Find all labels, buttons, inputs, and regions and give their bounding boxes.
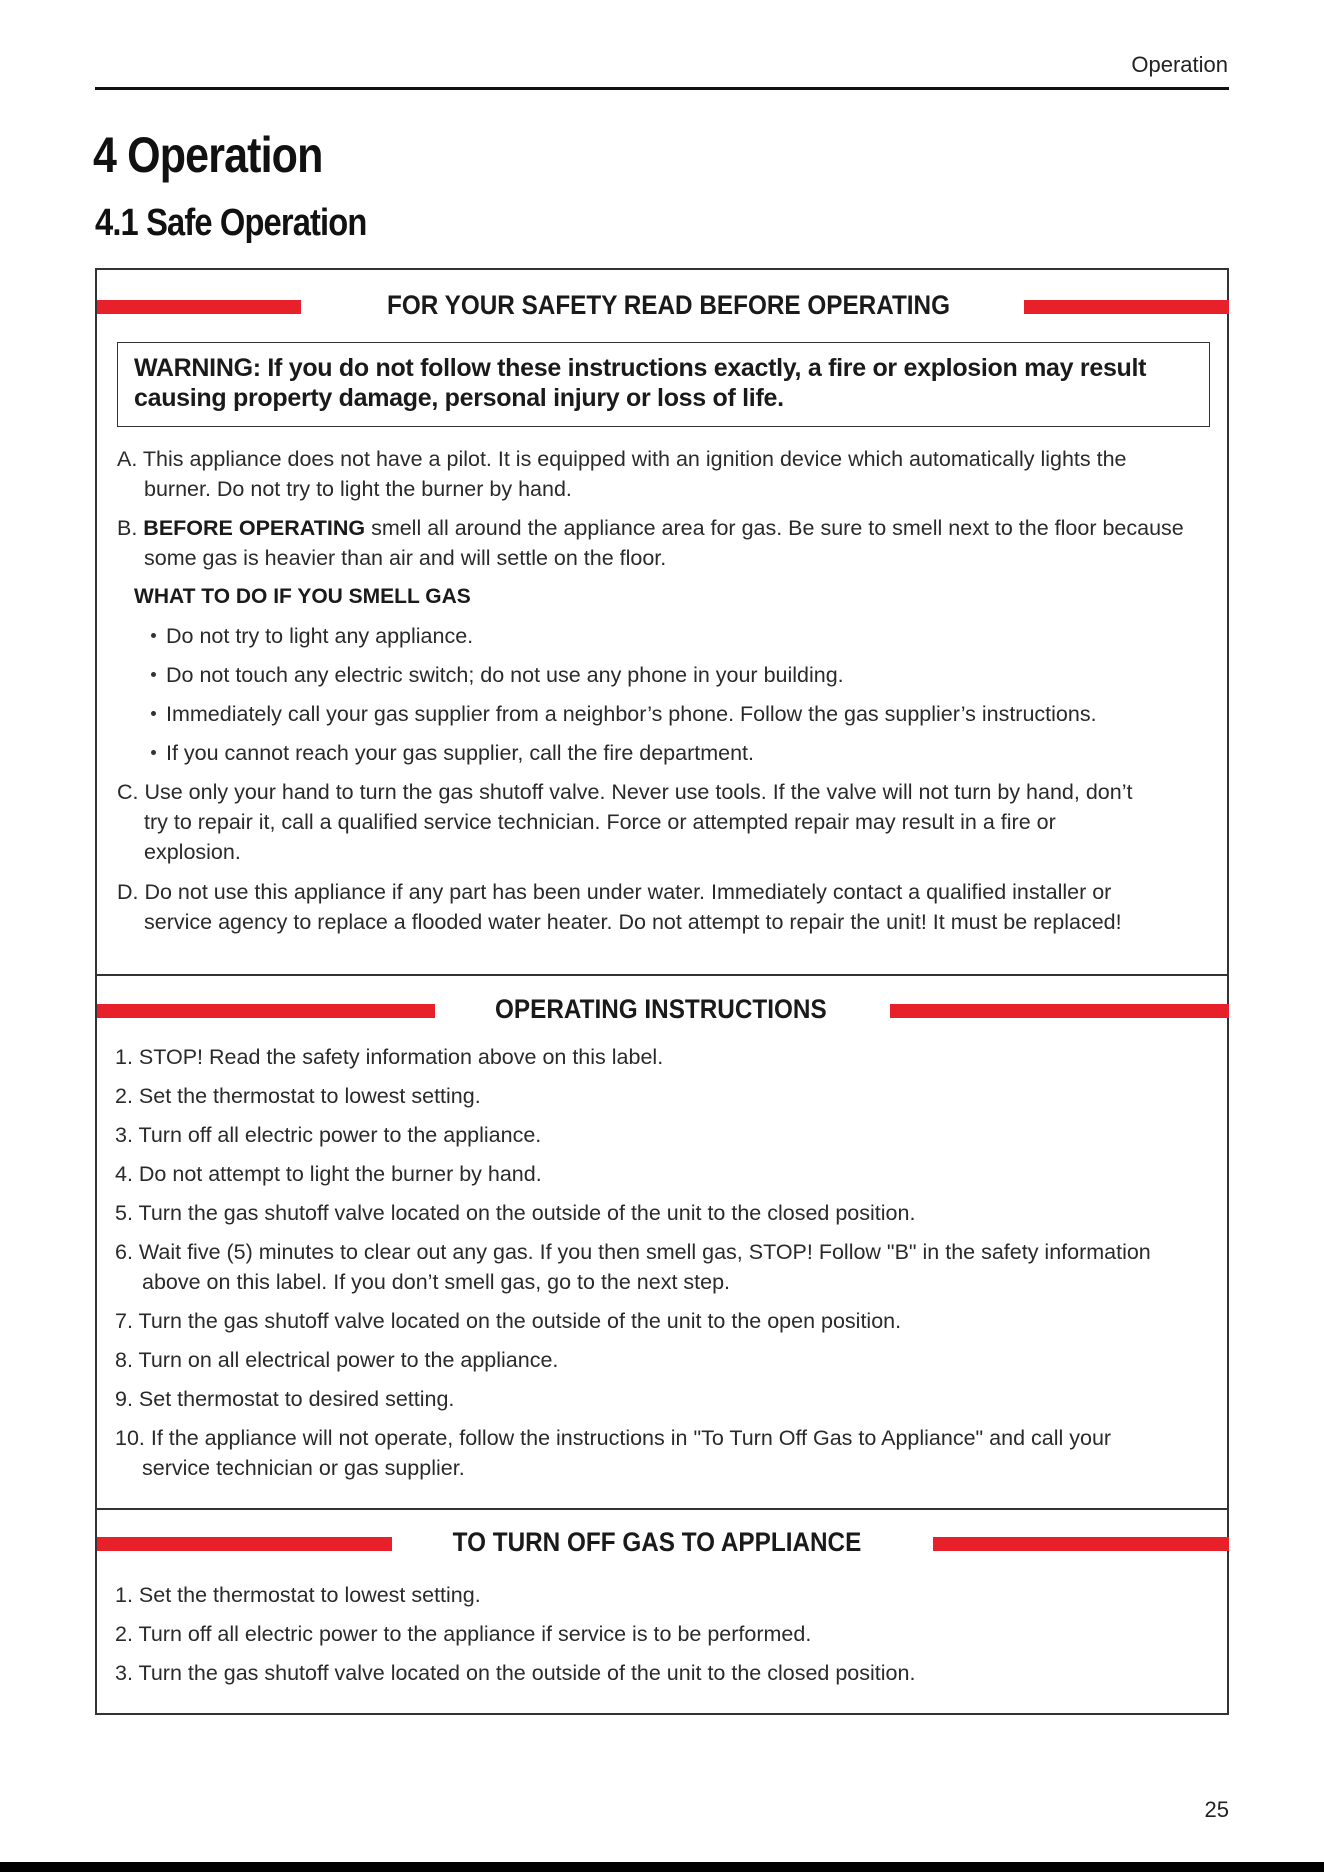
operating-step: 3. Turn off all electric power to the appliance. — [115, 1123, 542, 1147]
operating-step: 8. Turn on all electrical power to the appliance. — [115, 1348, 559, 1372]
chapter-title: 4 Operation — [93, 127, 323, 183]
bottom-edge — [0, 1862, 1324, 1872]
bullet-icon — [151, 711, 156, 716]
turn-off-step: 2. Turn off all electric power to the appliance if service is to be performed. — [115, 1622, 812, 1646]
bullet-item: If you cannot reach your gas supplier, call the fire department. — [151, 738, 754, 768]
bullet-icon — [151, 633, 156, 638]
smell-gas-heading: WHAT TO DO IF YOU SMELL GAS — [134, 585, 471, 608]
red-bar-left — [97, 300, 301, 314]
red-bar-left — [97, 1537, 392, 1551]
item-b-line: some gas is heavier than air and will settle on the floor. — [144, 546, 667, 570]
item-d-line: D. Do not use this appliance if any part has been under water. Immediately contact a qualified installer or — [117, 880, 1112, 904]
operating-panel — [95, 974, 1229, 1510]
operating-step: 10. If the appliance will not operate, follow the instructions in "To Turn Off Gas to Appliance" and call your — [115, 1426, 1112, 1450]
red-bar-left — [97, 1004, 435, 1018]
before-operating-label: BEFORE OPERATING — [143, 516, 366, 540]
operating-step: 4. Do not attempt to light the burner by hand. — [115, 1162, 542, 1186]
bullet-item: Do not try to light any appliance. — [151, 621, 473, 651]
operating-step: 2. Set the thermostat to lowest setting. — [115, 1084, 481, 1108]
turn-off-panel — [95, 1508, 1229, 1715]
turn-off-title: TO TURN OFF GAS TO APPLIANCE — [452, 1527, 862, 1557]
operating-step: above on this label. If you don’t smell gas, go to the next step. — [142, 1270, 731, 1294]
operating-step: 7. Turn the gas shutoff valve located on the outside of the unit to the open position. — [115, 1309, 902, 1333]
operating-step: service technician or gas supplier. — [142, 1456, 465, 1480]
bullet-icon — [151, 750, 156, 755]
red-bar-right — [933, 1537, 1229, 1551]
operating-step: 9. Set thermostat to desired setting. — [115, 1387, 455, 1411]
warning-box — [117, 342, 1210, 427]
item-c-line: try to repair it, call a qualified service technician. Force or attempted repair may result in a fire or — [144, 810, 1056, 834]
item-c-line: explosion. — [144, 840, 241, 864]
bullet-icon — [151, 672, 156, 677]
item-a-line: burner. Do not try to light the burner by hand. — [144, 477, 572, 501]
turn-off-step: 3. Turn the gas shutoff valve located on the outside of the unit to the closed position. — [115, 1661, 916, 1685]
operating-title: OPERATING INSTRUCTIONS — [495, 994, 827, 1024]
bullet-item: Immediately call your gas supplier from a neighbor’s phone. Follow the gas supplier’s instructions. — [151, 699, 1097, 729]
operating-step: 5. Turn the gas shutoff valve located on the outside of the unit to the closed position. — [115, 1201, 916, 1225]
running-header: Operation — [1131, 52, 1228, 77]
safety-panel — [95, 268, 1229, 976]
warning-line: WARNING: If you do not follow these instructions exactly, a fire or explosion may result — [134, 354, 1147, 382]
turn-off-step: 1. Set the thermostat to lowest setting. — [115, 1583, 481, 1607]
operating-step: 1. STOP! Read the safety information above on this label. — [115, 1045, 664, 1069]
item-c-line: C. Use only your hand to turn the gas shutoff valve. Never use tools. If the valve will not turn by hand, don’t — [117, 780, 1133, 804]
safety-title: FOR YOUR SAFETY READ BEFORE OPERATING — [387, 290, 951, 320]
warning-line: causing property damage, personal injury or loss of life. — [134, 384, 784, 412]
section-title: 4.1 Safe Operation — [95, 202, 367, 244]
item-b-line: B. BEFORE OPERATING smell all around the appliance area for gas. Be sure to smell next to the floor because — [117, 516, 1184, 540]
header-rule — [95, 87, 1229, 90]
red-bar-right — [1024, 300, 1229, 314]
red-bar-right — [890, 1004, 1229, 1018]
bullet-item: Do not touch any electric switch; do not use any phone in your building. — [151, 660, 844, 690]
page-number: 25 — [1204, 1797, 1229, 1822]
item-a-line: A. This appliance does not have a pilot. It is equipped with an ignition device which automatically lights the — [117, 447, 1127, 471]
item-d-line: service agency to replace a flooded water heater. Do not attempt to repair the unit! It must be replaced! — [144, 910, 1122, 934]
operating-step: 6. Wait five (5) minutes to clear out any gas. If you then smell gas, STOP! Follow "B" in the safety information — [115, 1240, 1151, 1264]
